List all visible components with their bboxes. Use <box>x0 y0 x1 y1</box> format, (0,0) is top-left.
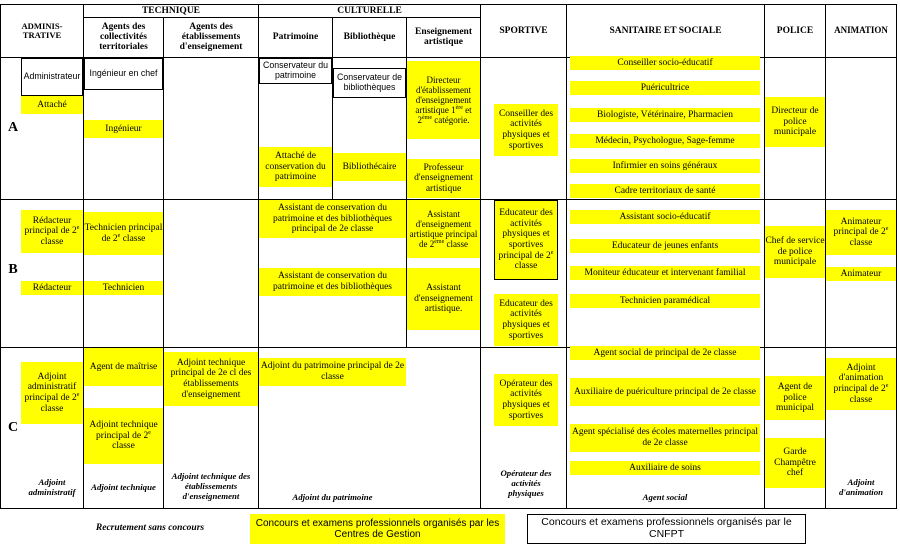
grade-redacteur: Rédacteur <box>21 281 83 295</box>
text-part: classe <box>40 403 64 414</box>
grade-technicien-principal <box>84 212 163 255</box>
grade-garde-champetre: Garde Champêtre chef <box>765 438 825 488</box>
grid-line <box>163 17 164 509</box>
header-sanitaire: SANITAIRE ET SOCIALE <box>609 25 722 36</box>
footer-adjoint-technique-etablissements: Adjoint technique des établissements d'enseignement <box>171 470 251 502</box>
text-part: classe <box>120 233 146 244</box>
grade-infirmier: Infirmier en soins généraux <box>570 159 760 173</box>
text-part: Directeur d'établissement d'enseignement artistique 1 <box>415 74 472 116</box>
grade-conservateur-patrimoine: Conservateur du patrimoine <box>259 58 332 84</box>
footer-adjoint-animation: Adjoint d'animation <box>839 476 883 497</box>
text-part: classe <box>849 394 873 405</box>
grade-directeur-enseignement-text <box>407 75 480 125</box>
text-part: Assistant d'enseignement artistique principal de 2 <box>409 208 478 250</box>
text-part: classe <box>514 261 538 272</box>
grid-line <box>0 508 896 509</box>
text-part: Animateur principal de 2 <box>833 216 886 238</box>
text-part: classe <box>444 239 468 250</box>
footer-operateur-aps: Opérateur des activités physiques <box>500 467 552 499</box>
header-tech-etablissements: Agents des établissements d'enseignement <box>179 21 243 53</box>
text-part: Rédacteur principal de 2 <box>24 215 77 237</box>
grade-agent-social-principal: Agent social de principal de 2e classe <box>570 346 760 360</box>
grade-biologiste: Biologiste, Vétérinaire, Pharmacien <box>570 108 760 122</box>
footer-adjoint-patrimoine: Adjoint du patrimoine <box>292 491 373 502</box>
header-sportive: SPORTIVE <box>499 25 548 36</box>
grade-ingenieur: Ingénieur <box>84 120 163 138</box>
grade-assistant-enseignement-principal-text <box>407 209 480 249</box>
grade-auxiliaire-puericulture: Auxiliaire de puériculture principal de 2e classe <box>570 378 760 406</box>
category-a-label: A <box>7 120 19 135</box>
text-sup: e <box>76 391 80 398</box>
grade-adjoint-animation-principal-text <box>826 363 896 406</box>
grid-line <box>566 4 567 509</box>
header-enseignement: Enseignement artistique <box>415 26 472 47</box>
grade-educateur-aps: Educateur des activités physiques et sportives <box>494 294 558 346</box>
grade-assistant-enseignement: Assistant d'enseignement artistique. <box>407 268 480 330</box>
grade-technicien-paramedical: Technicien paramédical <box>570 294 760 308</box>
grade-directeur-enseignement <box>407 61 480 139</box>
text-sup: e <box>885 382 889 389</box>
grade-redacteur-principal <box>21 210 83 253</box>
header-administrative: ADMINIS-TRATIVE <box>21 20 63 40</box>
grade-animateur-principal-text <box>826 217 896 249</box>
text-part: et 2 <box>417 105 472 126</box>
grade-agent-ecoles-maternelles: Agent spécialisé des écoles maternelles principal de 2e classe <box>570 424 760 452</box>
header-culturelle: CULTURELLE <box>337 5 402 16</box>
grade-adjoint-patrimoine-principal: Adjoint du patrimoine principal de 2e classe <box>259 358 406 386</box>
grade-conservateur-bibliotheques: Conservateur de bibliothèques <box>333 68 406 98</box>
grade-chef-service-police: Chef de service de police municipale <box>765 226 825 278</box>
grid-line <box>896 4 897 509</box>
grade-adjoint-administratif-principal <box>21 362 83 424</box>
grade-attache: Attaché <box>21 96 83 114</box>
grade-agent-police: Agent de police municipal <box>765 376 825 420</box>
footer-adjoint-technique: Adjoint technique <box>91 481 156 492</box>
grade-medecin: Médecin, Psychologue, Sage-femme <box>570 134 760 148</box>
text-part: classe <box>112 441 135 452</box>
text-sup: e <box>117 232 121 239</box>
header-technique: TECHNIQUE <box>141 5 201 16</box>
text-sup: e <box>148 429 151 436</box>
grade-redacteur-principal-text <box>21 216 83 248</box>
text-sup: ème <box>434 239 445 246</box>
text-part: Adjoint administratif principal de 2 <box>24 371 77 403</box>
grade-animateur: Animateur <box>826 267 896 281</box>
text-sup: ème <box>422 115 432 122</box>
text-sup: e <box>550 249 554 256</box>
grade-attache-conservation: Attaché de conservation du patrimoine <box>259 147 332 187</box>
grade-operateur-aps: Opérateur des activités physiques et sportives <box>494 374 558 426</box>
text-sup: ère <box>455 105 463 112</box>
category-c-label: C <box>7 420 19 435</box>
grade-moniteur-educateur: Moniteur éducateur et intervenant familial <box>570 266 760 280</box>
header-bibliotheque: Bibliothèque <box>343 31 396 42</box>
text-sup: e <box>885 226 889 233</box>
grade-adjoint-technique-etablissements-principal: Adjoint technique principal de 2e cl des établissements d'enseignement <box>164 352 258 406</box>
grade-adjoint-technique-principal-text <box>84 420 163 452</box>
header-patrimoine: Patrimoine <box>272 31 319 42</box>
grade-technicien: Technicien <box>84 281 163 295</box>
grade-bibliothecaire: Bibliothécaire <box>333 153 406 181</box>
grade-agent-maitrise: Agent de maîtrise <box>84 348 163 386</box>
grade-administrateur: Administrateur <box>21 58 83 96</box>
grade-technicien-principal-text <box>84 223 163 244</box>
footer-agent-social: Agent social <box>642 491 688 502</box>
grid-line <box>825 4 826 509</box>
grade-auxiliaire-soins: Auxiliaire de soins <box>570 461 760 475</box>
grid-line <box>0 4 1 509</box>
text-part: classe <box>40 236 64 247</box>
text-part: catégorie. <box>432 115 470 126</box>
grade-adjoint-technique-principal <box>84 408 163 464</box>
grid-line <box>480 4 481 509</box>
legend-cnfpt: Concours et examens professionnels organisés par le CNFPT <box>527 514 806 544</box>
grade-assistant-conservation: Assistant de conservation du patrimoine et des bibliothèques <box>259 268 406 296</box>
grade-assistant-socio-educatif: Assistant socio-éducatif <box>570 210 760 224</box>
grade-puericultrice: Puéricultrice <box>570 81 760 95</box>
text-part: Technicien principal de 2 <box>84 222 163 244</box>
grade-assistant-enseignement-principal <box>407 200 480 258</box>
grade-adjoint-administratif-principal-text <box>21 372 83 415</box>
grade-ingenieur-chef: Ingénieur en chef <box>84 58 163 90</box>
grade-professeur-enseignement: Professeur d'enseignement artistique <box>407 159 480 198</box>
grade-directeur-police: Directeur de police municipale <box>765 97 825 147</box>
header-animation: ANIMATION <box>834 25 888 36</box>
category-b-label: B <box>8 262 18 277</box>
text-part: Adjoint d'animation principal de 2 <box>833 362 886 394</box>
grade-educateur-jeunes-enfants: Educateur de jeunes enfants <box>570 239 760 253</box>
grade-conseiller-aps: Conseiller des activités physiques et sportives <box>494 104 558 156</box>
grade-adjoint-animation-principal <box>826 358 896 410</box>
legend-centres-gestion: Concours et examens professionnels organisés par les Centres de Gestion <box>250 514 505 544</box>
text-sup: e <box>76 225 80 232</box>
grade-assistant-conservation-principal: Assistant de conservation du patrimoine et des bibliothèques principal de 2e classe <box>259 200 406 238</box>
header-police: POLICE <box>776 25 814 36</box>
legend-sans-concours: Recrutement sans concours <box>95 522 205 533</box>
grade-cadre-sante: Cadre territoriaux de santé <box>570 184 760 198</box>
grade-educateur-aps-principal-text <box>495 208 557 272</box>
text-part: Educateur des activités physiques et sportives principal de 2 <box>498 208 553 261</box>
text-part: classe <box>849 237 873 248</box>
grade-educateur-aps-principal <box>494 200 558 280</box>
header-tech-collectivites: Agents des collectivités territoriales <box>99 21 148 53</box>
grade-conseiller-socio-educatif: Conseiller socio-éducatif <box>570 56 760 70</box>
text-part: Adjoint technique principal de 2 <box>89 420 158 441</box>
grade-animateur-principal <box>826 210 896 255</box>
footer-adjoint-administratif: Adjoint administratif <box>28 476 76 497</box>
